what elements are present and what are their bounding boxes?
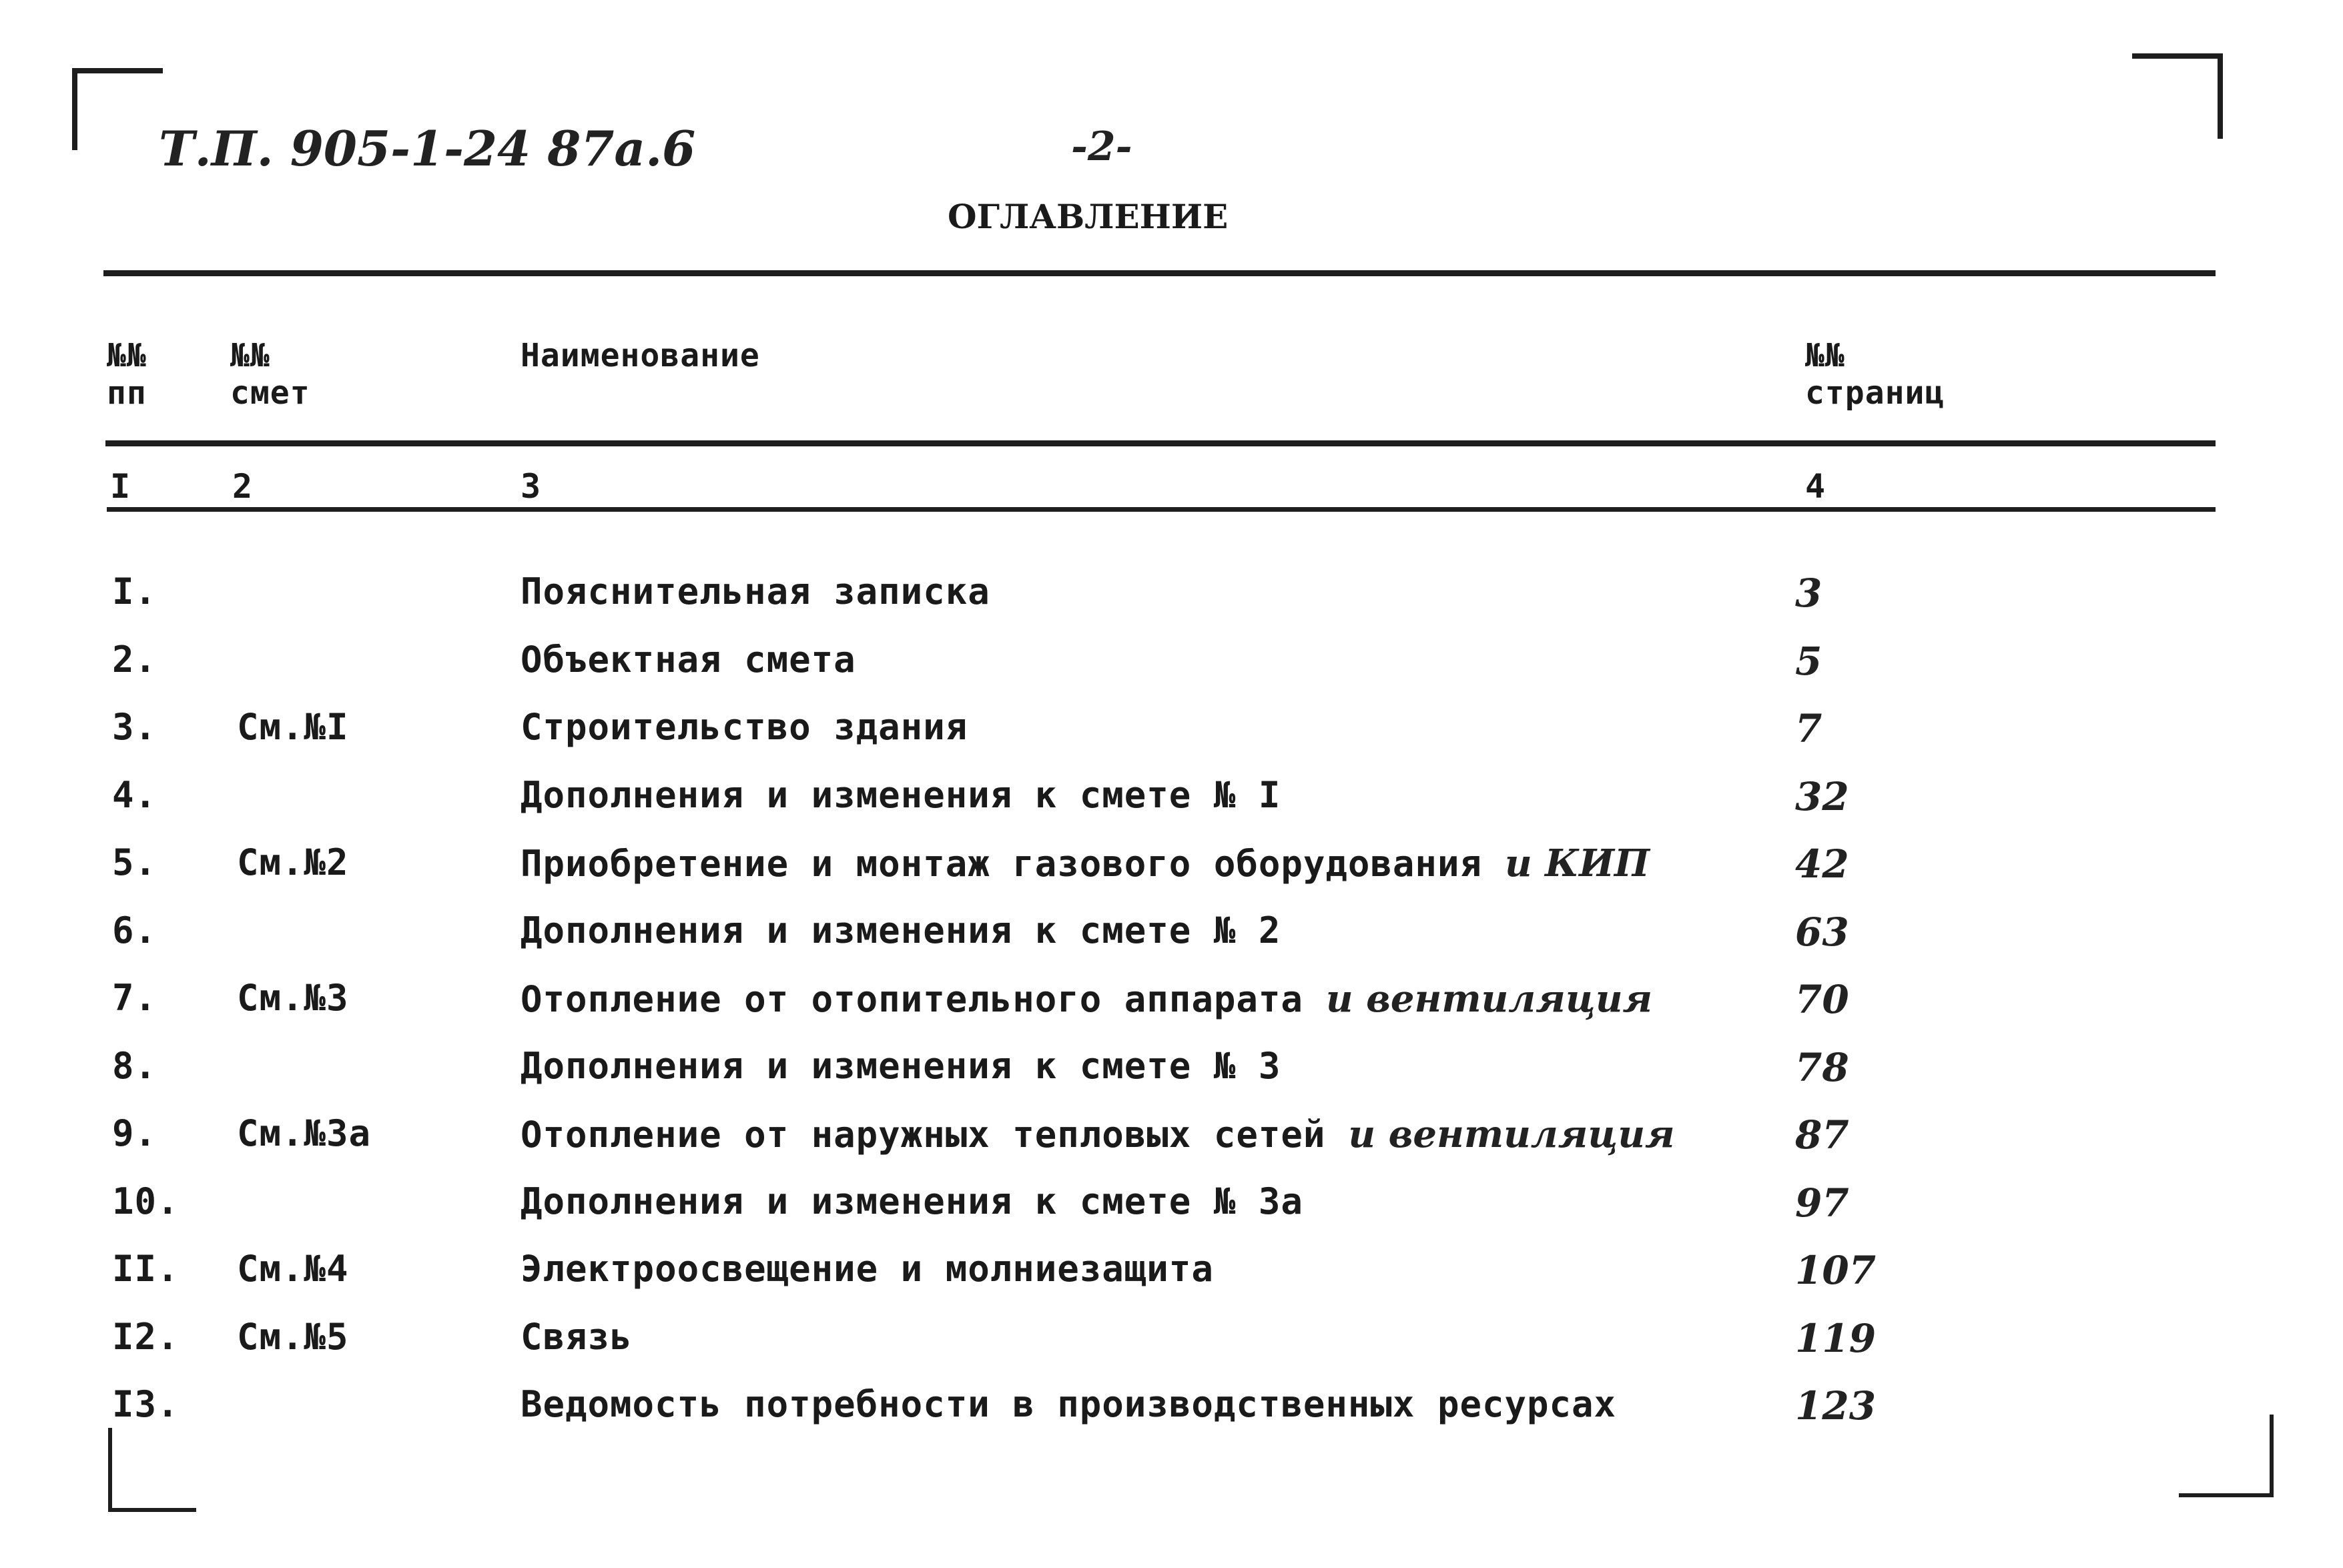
page-number: -2- [1071, 123, 1132, 170]
header-bottom-rule [105, 440, 2216, 446]
corner-mark-bottom-left [108, 1428, 196, 1512]
row-name: Дополнения и изменения к смете № 3 [521, 1045, 1281, 1087]
page-title: ОГЛАВЛЕНИЕ [948, 197, 1229, 236]
estimate-number: См.№4 [237, 1248, 349, 1290]
row-name-cell [521, 977, 1652, 1021]
row-name-cell [521, 1112, 1675, 1156]
row-name: Приобретение и монтаж газового оборудования [521, 843, 1482, 885]
page-number-cell: 123 [1795, 1383, 1877, 1429]
page-number-cell: 3 [1795, 570, 1822, 616]
row-number: 8. [112, 1045, 157, 1087]
row-number: I3. [112, 1383, 180, 1425]
estimate-number: См.№3 [237, 977, 349, 1019]
row-name-cell [521, 1383, 1616, 1425]
column-header-name: Наименование [521, 337, 760, 374]
row-name-cell [521, 909, 1281, 951]
column-header-pages: №№ страниц [1805, 337, 1945, 412]
corner-mark-top-right [2132, 53, 2223, 139]
page-number-cell: 42 [1795, 841, 1849, 887]
page-number-cell: 5 [1795, 639, 1822, 684]
page-number-cell: 107 [1795, 1248, 1877, 1293]
table-top-rule [103, 270, 2216, 276]
column-numbers-rule [107, 507, 2216, 512]
row-number: 6. [112, 909, 157, 951]
page-number-cell: 119 [1795, 1316, 1877, 1361]
row-name-cell [521, 774, 1281, 816]
row-name: Пояснительная записка [521, 570, 990, 613]
document-code: Т.П. 905-1-24 87а.6 [159, 120, 696, 177]
corner-mark-top-left [72, 68, 163, 150]
row-name: Объектная смета [521, 639, 856, 681]
row-name: Отопление от отопительного аппарата [521, 978, 1303, 1020]
row-name: Строительство здания [521, 706, 968, 748]
page-number-cell: 63 [1795, 909, 1849, 955]
row-name-cell [521, 1180, 1303, 1222]
row-number: I. [112, 570, 157, 613]
page-number-cell: 32 [1795, 774, 1849, 819]
row-number: I2. [112, 1316, 180, 1358]
row-name: Дополнения и изменения к смете № I [521, 774, 1281, 816]
estimate-number: См.№3а [237, 1112, 372, 1154]
estimate-number: См.№2 [237, 841, 349, 883]
row-name: Отопление от наружных тепловых сетей [521, 1114, 1326, 1156]
row-name: Электроосвещение и молниезащита [521, 1248, 1214, 1290]
column-header-row-number: №№ пп [107, 337, 147, 412]
row-name-cell [521, 639, 856, 681]
page-number-cell: 87 [1795, 1112, 1849, 1158]
column-number-1: I [110, 467, 131, 506]
row-name-cell [521, 841, 1650, 885]
row-name: Дополнения и изменения к смете № 3а [521, 1180, 1303, 1222]
column-header-estimate-number: №№ смет [230, 337, 310, 412]
estimate-number: См.№5 [237, 1316, 349, 1358]
page-number-cell: 7 [1795, 706, 1822, 751]
row-name-cell [521, 706, 968, 748]
row-name-cell [521, 1248, 1214, 1290]
row-name-cell [521, 1316, 633, 1358]
row-number: 9. [112, 1112, 157, 1154]
row-name: Ведомость потребности в производственных ресурсах [521, 1383, 1617, 1425]
row-number: II. [112, 1248, 180, 1290]
page-number-cell: 97 [1795, 1180, 1849, 1226]
row-number: 10. [112, 1180, 180, 1222]
corner-mark-bottom-right [2179, 1415, 2274, 1497]
handwritten-addition: и вентиляция [1325, 977, 1653, 1021]
column-number-2: 2 [232, 467, 254, 506]
column-number-3: 3 [521, 467, 542, 506]
row-number: 2. [112, 639, 157, 681]
page-number-cell: 78 [1795, 1045, 1849, 1090]
row-number: 5. [112, 841, 157, 883]
row-number: 3. [112, 706, 157, 748]
row-number: 4. [112, 774, 157, 816]
row-name-cell [521, 570, 990, 613]
row-number: 7. [112, 977, 157, 1019]
row-name: Дополнения и изменения к смете № 2 [521, 909, 1281, 951]
row-name: Связь [521, 1316, 633, 1358]
estimate-number: См.№I [237, 706, 349, 748]
handwritten-addition: и КИП [1504, 841, 1650, 885]
column-number-4: 4 [1805, 467, 1826, 506]
handwritten-addition: и вентиляция [1348, 1112, 1675, 1156]
page-number-cell: 70 [1795, 977, 1849, 1022]
row-name-cell [521, 1045, 1281, 1087]
